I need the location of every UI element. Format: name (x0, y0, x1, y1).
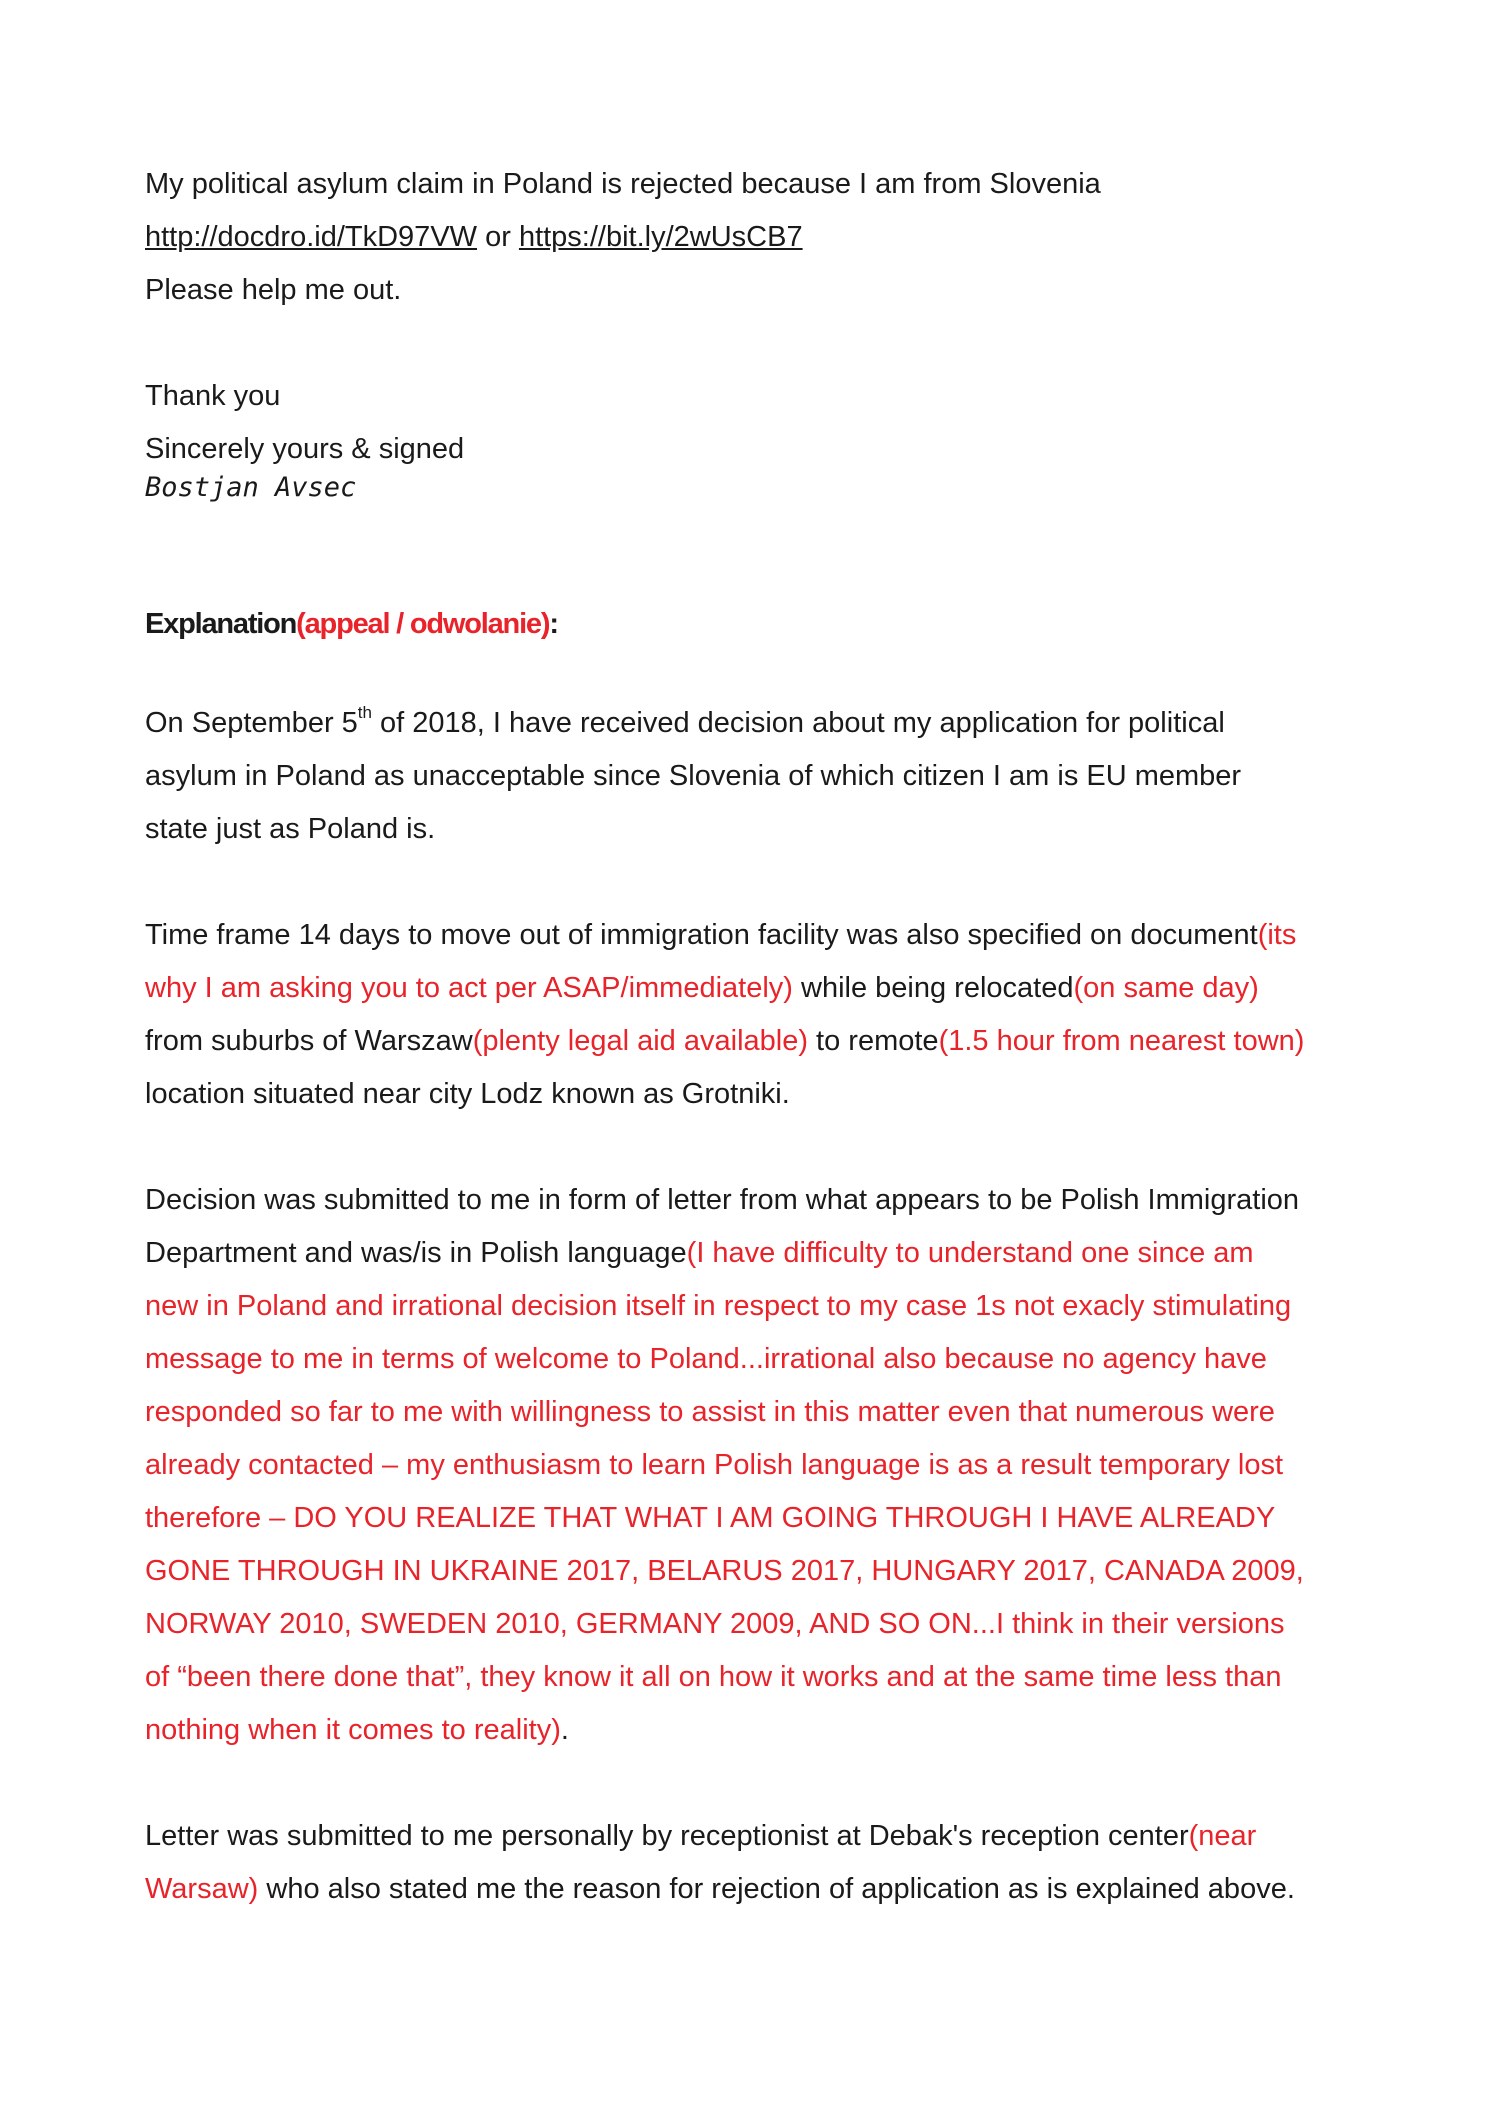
p2-text: Time frame 14 days to move out of immigration facility was also specified on document (145, 919, 1258, 951)
p2-line-4: location situated near city Lodz known as Grotniki. (145, 1078, 790, 1110)
p1-line-1 (145, 697, 1385, 750)
document-page (145, 158, 1385, 1916)
heading-main: Explanation (145, 608, 297, 640)
p2-red-text: (plenty legal aid available) (472, 1025, 808, 1057)
p3-line-1: Decision was submitted to me in form of letter from what appears to be Polish Immigration (145, 1184, 1300, 1216)
p3-line-8: GONE THROUGH IN UKRAINE 2017, BELARUS 2017, HUNGARY 2017, CANADA 2009, (145, 1555, 1304, 1587)
paragraph-3 (145, 1174, 1385, 1757)
p3-red-text: (I have difficulty to understand one since am (686, 1237, 1254, 1269)
p2-red-text: why I am asking you to act per ASAP/immediately) (145, 972, 793, 1004)
p3-line-11 (145, 1704, 1385, 1757)
p4-text: Letter was submitted to me personally by receptionist at Debak's reception center (145, 1820, 1189, 1852)
p2-red-text: (1.5 hour from nearest town) (938, 1025, 1305, 1057)
help-line: Please help me out. (145, 274, 402, 306)
p3-line-4: message to me in terms of welcome to Poland...irrational also because no agency have (145, 1343, 1267, 1375)
intro-line: My political asylum claim in Poland is rejected because I am from Slovenia (145, 168, 1101, 200)
p4-line-1 (145, 1810, 1385, 1863)
p3-period: . (560, 1714, 569, 1746)
p4-red-text: (near (1188, 1820, 1257, 1852)
p3-line-3: new in Poland and irrational decision itself in respect to my case 1s not exacly stimulating (145, 1290, 1292, 1322)
p4-line-2 (145, 1863, 1385, 1916)
thanks-line: Thank you (145, 380, 281, 412)
p4-red-text: Warsaw) (145, 1873, 259, 1905)
p3-line-7: therefore – DO YOU REALIZE THAT WHAT I AM GOING THROUGH I HAVE ALREADY (145, 1502, 1276, 1534)
p3-line-9: NORWAY 2010, SWEDEN 2010, GERMANY 2009, AND SO ON...I think in their versions (145, 1608, 1285, 1640)
p3-line-6: already contacted – my enthusiasm to learn Polish language is as a result temporary lost (145, 1449, 1284, 1481)
heading-appeal: (appeal / odwolanie) (296, 608, 550, 640)
p1-line-3: state just as Poland is. (145, 813, 436, 845)
paragraph-2 (145, 909, 1385, 1121)
explanation-heading (145, 598, 1385, 651)
heading-colon: : (549, 608, 558, 640)
p2-text: from suburbs of Warszaw (145, 1025, 473, 1057)
paragraph-4 (145, 1810, 1385, 1916)
p4-text: who also stated me the reason for rejection of application as is explained above. (258, 1873, 1295, 1905)
p2-line-2 (145, 962, 1385, 1015)
or-text: or (477, 221, 519, 253)
p1-superscript: th (357, 703, 372, 723)
p1-line-2: asylum in Poland as unacceptable since Slovenia of which citizen I am is EU member (145, 760, 1242, 792)
bitly-link[interactable]: https://bit.ly/2wUsCB7 (518, 221, 803, 253)
p3-line-10: of “been there done that”, they know it all on how it works and at the same time less than (145, 1661, 1282, 1693)
p2-line-1 (145, 909, 1385, 962)
p3-text: Department and was/is in Polish language (145, 1237, 687, 1269)
p2-text: while being relocated (792, 972, 1074, 1004)
signature: Bostjan Avsec (145, 472, 357, 503)
paragraph-1 (145, 697, 1385, 856)
p2-line-3 (145, 1015, 1385, 1068)
docdroid-link[interactable]: http://docdro.id/TkD97VW (145, 221, 478, 253)
links-line (145, 211, 1385, 264)
p2-text: to remote (808, 1025, 939, 1057)
p3-line-2 (145, 1227, 1385, 1280)
p1-text-b: of 2018, I have received decision about my application for political (371, 707, 1225, 739)
p2-red-text: (on same day) (1073, 972, 1259, 1004)
sincerely-line: Sincerely yours & signed (145, 433, 465, 465)
p1-text-a: On September 5 (145, 707, 358, 739)
p3-line-5: responded so far to me with willingness to assist in this matter even that numerous were (145, 1396, 1275, 1428)
p2-red-text: (its (1257, 919, 1297, 951)
p3-red-text: nothing when it comes to reality) (145, 1714, 561, 1746)
